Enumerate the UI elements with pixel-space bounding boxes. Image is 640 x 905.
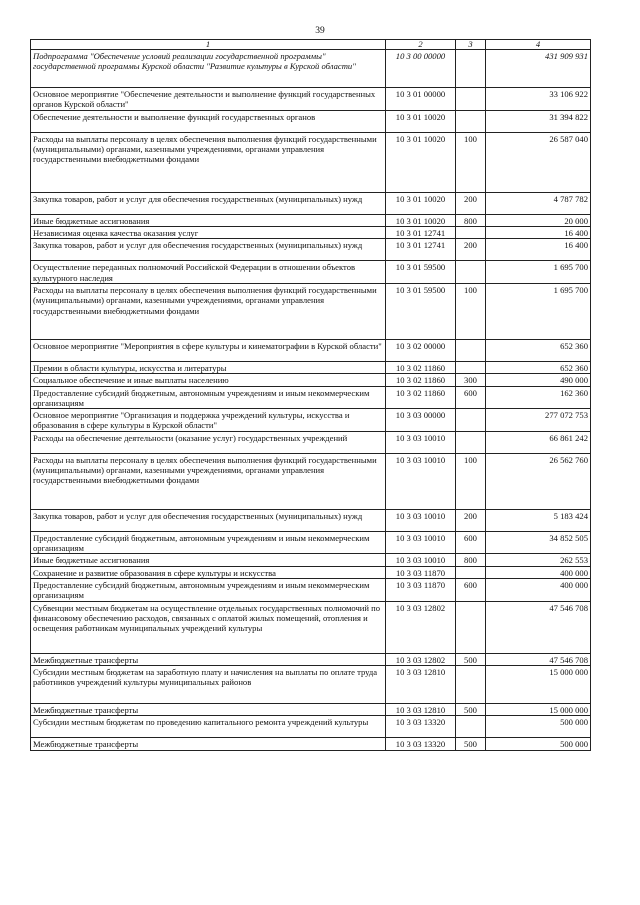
row-amount: 26 562 760 — [486, 453, 591, 509]
row-amount: 16 400 — [486, 226, 591, 238]
table-row — [31, 653, 591, 665]
row-name: Расходы на выплаты персоналу в целях обеспечения выполнения функций государственными (муниципальными) органами, казенными учреждениями, органами управления государственными внебюджетными фондами — [31, 283, 386, 339]
row-code: 10 3 03 00000 — [386, 409, 456, 432]
table-row — [31, 239, 591, 261]
row-expense-type — [456, 110, 486, 132]
row-expense-type: 200 — [456, 509, 486, 531]
row-expense-type: 500 — [456, 738, 486, 750]
row-code: 10 3 01 12741 — [386, 226, 456, 238]
row-amount: 1 695 700 — [486, 261, 591, 284]
row-amount: 162 360 — [486, 386, 591, 409]
row-code: 10 3 01 10020 — [386, 214, 456, 226]
row-expense-type — [456, 361, 486, 373]
row-code: 10 3 03 12802 — [386, 601, 456, 653]
row-name: Основное мероприятие "Обеспечение деятельности и выполнение функций государственных органов Курской области" — [31, 88, 386, 111]
row-name: Независимая оценка качества оказания услуг — [31, 226, 386, 238]
row-name: Субвенции местным бюджетам на осуществление отдельных государственных полномочий по финансовому обеспечению расходов, связанных с оплатой жилых помещений, отопления и освещения работникам муниципальных учреждений культуры — [31, 601, 386, 653]
row-name: Предоставление субсидий бюджетным, автономным учреждениям и иным некоммерческим организациям — [31, 579, 386, 602]
budget-table — [30, 39, 591, 751]
table-row — [31, 374, 591, 386]
row-amount: 31 394 822 — [486, 110, 591, 132]
row-name: Субсидии местным бюджетам по проведению капитального ремонта учреждений культуры — [31, 716, 386, 738]
row-expense-type — [456, 716, 486, 738]
row-code: 10 3 03 10010 — [386, 509, 456, 531]
row-amount: 34 852 505 — [486, 531, 591, 554]
row-expense-type — [456, 261, 486, 284]
header-cell-code: 2 — [386, 40, 456, 50]
row-code: 10 3 02 00000 — [386, 339, 456, 361]
row-expense-type — [456, 409, 486, 432]
table-row — [31, 192, 591, 214]
row-code: 10 3 01 12741 — [386, 239, 456, 261]
row-expense-type: 600 — [456, 531, 486, 554]
row-amount: 431 909 931 — [486, 50, 591, 88]
row-code: 10 3 03 11870 — [386, 566, 456, 578]
row-name: Основное мероприятие "Организация и поддержка учреждений культуры, искусства и образования в сфере культуры в Курской области" — [31, 409, 386, 432]
row-code: 10 3 01 10020 — [386, 192, 456, 214]
row-code: 10 3 01 00000 — [386, 88, 456, 111]
row-amount: 47 546 708 — [486, 653, 591, 665]
row-expense-type — [456, 665, 486, 703]
table-row — [31, 88, 591, 111]
table-row — [31, 261, 591, 284]
row-expense-type: 100 — [456, 283, 486, 339]
row-amount: 47 546 708 — [486, 601, 591, 653]
row-code: 10 3 01 59500 — [386, 283, 456, 339]
row-name: Расходы на выплаты персоналу в целях обеспечения выполнения функций государственными (муниципальными) органами, казенными учреждениями, органами управления государственными внебюджетными фондами — [31, 132, 386, 192]
row-expense-type — [456, 226, 486, 238]
row-expense-type: 100 — [456, 453, 486, 509]
row-amount: 262 553 — [486, 554, 591, 566]
table-row — [31, 566, 591, 578]
table-row — [31, 214, 591, 226]
row-expense-type — [456, 50, 486, 88]
row-name: Обеспечение деятельности и выполнение функций государственных органов — [31, 110, 386, 132]
row-name: Осуществление переданных полномочий Российской Федерации в отношении объектов культурного наследия — [31, 261, 386, 284]
row-expense-type — [456, 566, 486, 578]
row-name: Расходы на обеспечение деятельности (оказание услуг) государственных учреждений — [31, 431, 386, 453]
row-amount: 500 000 — [486, 716, 591, 738]
table-row — [31, 554, 591, 566]
row-name: Закупка товаров, работ и услуг для обеспечения государственных (муниципальных) нужд — [31, 509, 386, 531]
row-name: Субсидии местным бюджетам на заработную плату и начисления на выплаты по оплате труда работников учреждений культуры муниципальных районов — [31, 665, 386, 703]
row-amount: 20 000 — [486, 214, 591, 226]
row-amount: 277 072 753 — [486, 409, 591, 432]
row-amount: 652 360 — [486, 361, 591, 373]
row-expense-type — [456, 601, 486, 653]
row-code: 10 3 03 10010 — [386, 531, 456, 554]
row-name: Закупка товаров, работ и услуг для обеспечения государственных (муниципальных) нужд — [31, 239, 386, 261]
table-row — [31, 50, 591, 88]
row-amount: 652 360 — [486, 339, 591, 361]
row-name: Иные бюджетные ассигнования — [31, 214, 386, 226]
row-expense-type — [456, 431, 486, 453]
row-code: 10 3 03 11870 — [386, 579, 456, 602]
table-row — [31, 716, 591, 738]
row-name: Социальное обеспечение и иные выплаты населению — [31, 374, 386, 386]
row-code: 10 3 02 11860 — [386, 361, 456, 373]
row-name: Иные бюджетные ассигнования — [31, 554, 386, 566]
row-code: 10 3 01 59500 — [386, 261, 456, 284]
row-amount: 66 861 242 — [486, 431, 591, 453]
row-code: 10 3 02 11860 — [386, 374, 456, 386]
row-expense-type: 200 — [456, 192, 486, 214]
row-amount: 15 000 000 — [486, 665, 591, 703]
row-code: 10 3 03 10010 — [386, 431, 456, 453]
row-name: Межбюджетные трансферты — [31, 738, 386, 750]
table-row — [31, 132, 591, 192]
row-name: Межбюджетные трансферты — [31, 653, 386, 665]
table-row — [31, 431, 591, 453]
row-code: 10 3 01 10020 — [386, 132, 456, 192]
table-row — [31, 386, 591, 409]
row-amount: 26 587 040 — [486, 132, 591, 192]
row-code: 10 3 00 00000 — [386, 50, 456, 88]
row-name: Закупка товаров, работ и услуг для обеспечения государственных (муниципальных) нужд — [31, 192, 386, 214]
header-cell-name: 1 — [31, 40, 386, 50]
row-amount: 4 787 782 — [486, 192, 591, 214]
row-code: 10 3 03 10010 — [386, 554, 456, 566]
row-code: 10 3 03 13320 — [386, 738, 456, 750]
page-number: 39 — [315, 26, 325, 36]
table-row — [31, 110, 591, 132]
row-amount: 490 000 — [486, 374, 591, 386]
row-code: 10 3 03 12810 — [386, 703, 456, 715]
table-header-row — [31, 40, 591, 50]
header-cell-type: 3 — [456, 40, 486, 50]
table-row — [31, 339, 591, 361]
row-expense-type — [456, 88, 486, 111]
table-row — [31, 453, 591, 509]
row-name: Межбюджетные трансферты — [31, 703, 386, 715]
row-code: 10 3 03 12810 — [386, 665, 456, 703]
row-name: Предоставление субсидий бюджетным, автономным учреждениям и иным некоммерческим организациям — [31, 386, 386, 409]
table-row — [31, 509, 591, 531]
row-name: Сохранение и развитие образования в сфере культуры и искусства — [31, 566, 386, 578]
row-expense-type: 500 — [456, 703, 486, 715]
row-code: 10 3 01 10020 — [386, 110, 456, 132]
row-amount: 5 183 424 — [486, 509, 591, 531]
table-row — [31, 409, 591, 432]
row-expense-type: 300 — [456, 374, 486, 386]
table-row — [31, 601, 591, 653]
row-name: Основное мероприятие "Мероприятия в сфере культуры и кинематографии в Курской области" — [31, 339, 386, 361]
row-expense-type: 200 — [456, 239, 486, 261]
table-row — [31, 361, 591, 373]
row-expense-type: 800 — [456, 214, 486, 226]
row-amount: 1 695 700 — [486, 283, 591, 339]
header-cell-sum: 4 — [486, 40, 591, 50]
row-name: Премии в области культуры, искусства и литературы — [31, 361, 386, 373]
row-expense-type: 800 — [456, 554, 486, 566]
row-expense-type: 500 — [456, 653, 486, 665]
row-amount: 16 400 — [486, 239, 591, 261]
row-expense-type: 600 — [456, 386, 486, 409]
table-row — [31, 703, 591, 715]
row-name: Предоставление субсидий бюджетным, автономным учреждениям и иным некоммерческим организациям — [31, 531, 386, 554]
row-amount: 500 000 — [486, 738, 591, 750]
row-code: 10 3 03 12802 — [386, 653, 456, 665]
row-code: 10 3 03 13320 — [386, 716, 456, 738]
row-amount: 33 106 922 — [486, 88, 591, 111]
table-row — [31, 665, 591, 703]
row-code: 10 3 03 10010 — [386, 453, 456, 509]
table-row — [31, 579, 591, 602]
row-name: Подпрограмма "Обеспечение условий реализации государственной программы" государственной программы Курской области "Развитие культуры в Курской области" — [31, 50, 386, 88]
row-amount: 400 000 — [486, 566, 591, 578]
table-row — [31, 531, 591, 554]
row-amount: 15 000 000 — [486, 703, 591, 715]
table-row — [31, 283, 591, 339]
row-amount: 400 000 — [486, 579, 591, 602]
row-expense-type: 600 — [456, 579, 486, 602]
table-row — [31, 738, 591, 750]
row-name: Расходы на выплаты персоналу в целях обеспечения выполнения функций государственными (муниципальными) органами, казенными учреждениями, органами управления государственными внебюджетными фондами — [31, 453, 386, 509]
row-code: 10 3 02 11860 — [386, 386, 456, 409]
row-expense-type: 100 — [456, 132, 486, 192]
row-expense-type — [456, 339, 486, 361]
table-row — [31, 226, 591, 238]
